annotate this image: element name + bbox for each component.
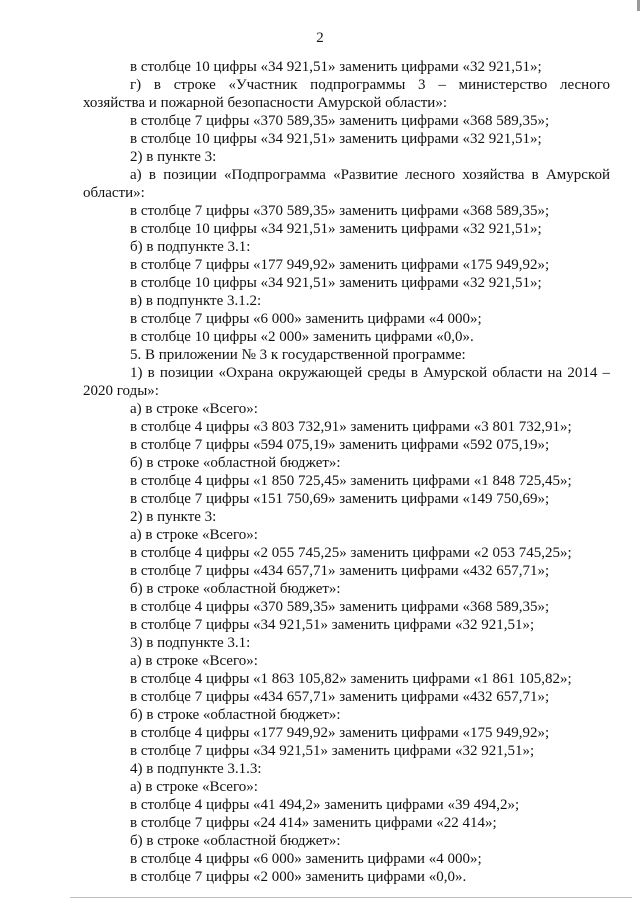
text-line: в столбце 7 цифры «34 921,51» заменить цифрами «32 921,51»;	[130, 617, 535, 633]
text-line: хозяйства и пожарной безопасности Амурской области»:	[83, 95, 447, 111]
text-line: в столбце 10 цифры «34 921,51» заменить цифрами «32 921,51»;	[130, 275, 542, 291]
text-line: в столбце 10 цифры «34 921,51» заменить цифрами «32 921,51»;	[130, 131, 542, 147]
text-line: а) в строке «Всего»:	[130, 653, 258, 669]
text-line: в) в подпункте 3.1.2:	[130, 293, 262, 309]
text-line: в столбце 7 цифры «370 589,35» заменить цифрами «368 589,35»;	[130, 203, 550, 219]
text-line: в столбце 7 цифры «6 000» заменить цифрами «4 000»;	[130, 311, 482, 327]
text-line: а) в позиции «Подпрограмма «Развитие лесного хозяйства в Амурской	[130, 167, 610, 183]
text-line: 2) в пункте 3:	[130, 149, 217, 165]
text-line: в столбце 10 цифры «34 921,51» заменить цифрами «32 921,51»;	[130, 221, 542, 237]
text-line: б) в подпункте 3.1:	[130, 239, 251, 255]
text-line: в столбце 10 цифры «34 921,51» заменить цифрами «32 921,51»;	[130, 59, 542, 75]
text-line: в столбце 4 цифры «177 949,92» заменить цифрами «175 949,92»;	[130, 725, 550, 741]
text-line: г) в строке «Участник подпрограммы 3 – министерство лесного	[130, 77, 610, 93]
text-line: области»:	[83, 185, 145, 201]
text-line: в столбце 4 цифры «1 863 105,82» заменить цифрами «1 861 105,82»;	[130, 671, 572, 687]
text-line: в столбце 4 цифры «2 055 745,25» заменить цифрами «2 053 745,25»;	[130, 545, 572, 561]
text-line: б) в строке «областной бюджет»:	[130, 581, 341, 597]
text-line: б) в строке «областной бюджет»:	[130, 707, 341, 723]
text-line: в столбце 7 цифры «34 921,51» заменить цифрами «32 921,51»;	[130, 743, 535, 759]
text-line: 5. В приложении № 3 к государственной программе:	[130, 347, 466, 363]
text-line: а) в строке «Всего»:	[130, 779, 258, 795]
text-line: в столбце 4 цифры «6 000» заменить цифрами «4 000»;	[130, 851, 482, 867]
text-line: в столбце 10 цифры «2 000» заменить цифрами «0,0».	[130, 329, 474, 345]
text-line: в столбце 7 цифры «370 589,35» заменить цифрами «368 589,35»;	[130, 113, 550, 129]
text-line: в столбце 7 цифры «434 657,71» заменить цифрами «432 657,71»;	[130, 563, 550, 579]
text-line: 2020 годы»:	[83, 383, 159, 399]
page-bottom-edge	[70, 897, 632, 898]
page-number: 2	[316, 30, 324, 46]
text-line: в столбце 4 цифры «1 850 725,45» заменить цифрами «1 848 725,45»;	[130, 473, 572, 489]
text-line: 3) в подпункте 3.1:	[130, 635, 251, 651]
text-line: б) в строке «областной бюджет»:	[130, 833, 341, 849]
text-line: 1) в позиции «Охрана окружающей среды в Амурской области на 2014 –	[130, 365, 610, 381]
text-line: в столбце 4 цифры «370 589,35» заменить цифрами «368 589,35»;	[130, 599, 550, 615]
text-line: в столбце 4 цифры «3 803 732,91» заменить цифрами «3 801 732,91»;	[130, 419, 572, 435]
document-body	[83, 58, 610, 886]
text-line: 4) в подпункте 3.1.3:	[130, 761, 262, 777]
text-line: в столбце 7 цифры «434 657,71» заменить цифрами «432 657,71»;	[130, 689, 550, 705]
text-line: б) в строке «областной бюджет»:	[130, 455, 341, 471]
text-line: а) в строке «Всего»:	[130, 401, 258, 417]
text-line: в столбце 7 цифры «151 750,69» заменить цифрами «149 750,69»;	[130, 491, 550, 507]
text-line: в столбце 7 цифры «24 414» заменить цифрами «22 414»;	[130, 815, 497, 831]
text-line: 2) в пункте 3:	[130, 509, 217, 525]
text-line: а) в строке «Всего»:	[130, 527, 258, 543]
text-line: в столбце 7 цифры «2 000» заменить цифрами «0,0».	[130, 869, 467, 885]
text-line: в столбце 7 цифры «594 075,19» заменить цифрами «592 075,19»;	[130, 437, 550, 453]
text-line: в столбце 4 цифры «41 494,2» заменить цифрами «39 494,2»;	[130, 797, 520, 813]
text-line: в столбце 7 цифры «177 949,92» заменить цифрами «175 949,92»;	[130, 257, 550, 273]
